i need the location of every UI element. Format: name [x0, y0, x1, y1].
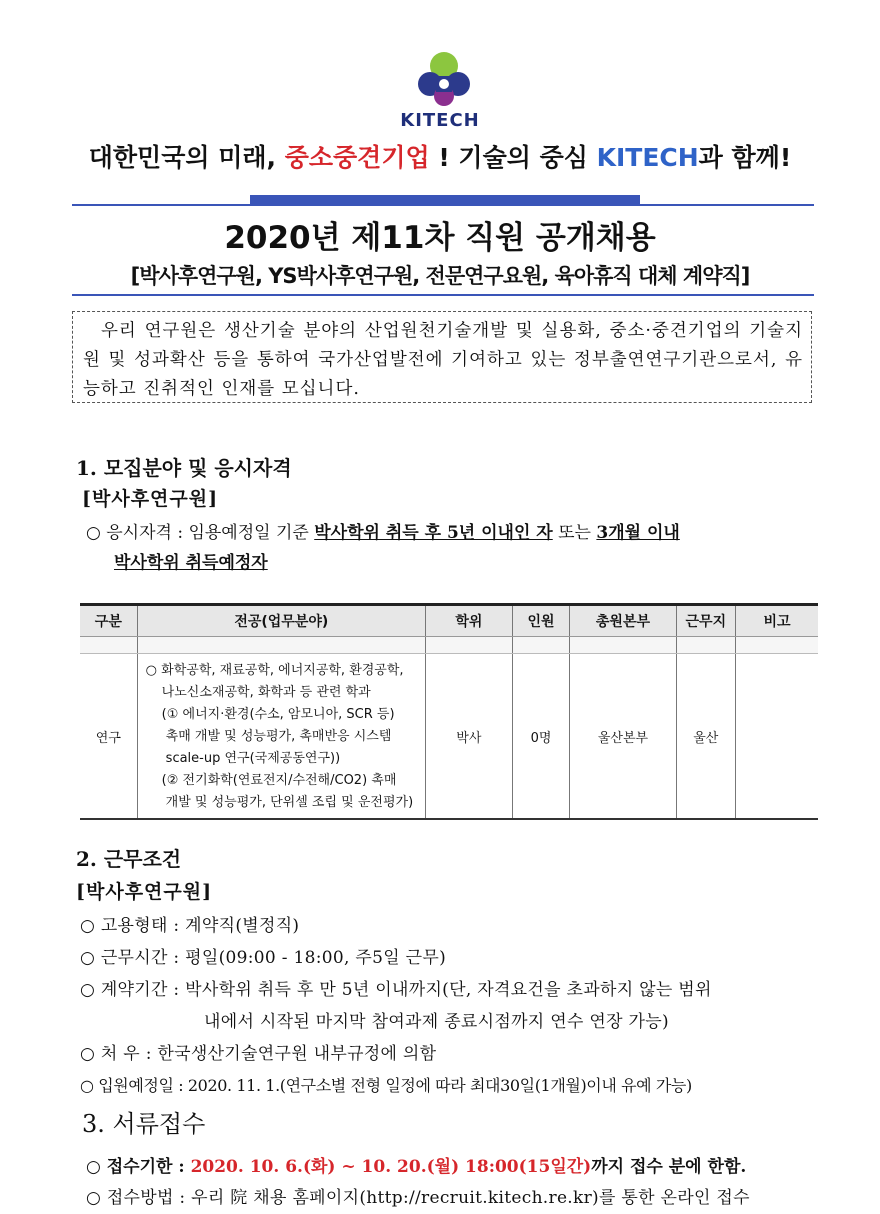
section1-qualification: ○ 응시자격 : 임용예정일 기준 박사학위 취득 후 5년 이내인 자 또는 3개월 이내 박사학위 취득예정자	[86, 523, 680, 573]
section2-items	[80, 910, 820, 1102]
col-header-count: 인원	[512, 605, 570, 637]
section2-subheading: [박사후연구원]	[76, 881, 213, 903]
section3-heading: 3. 서류접수	[82, 1110, 206, 1138]
recruitment-table	[80, 603, 818, 820]
work-hours: ○ 근무시간 : 평일(09:00 - 18:00, 주5일 근무)	[80, 948, 447, 968]
application-deadline: ○ 접수기한 : 2020. 10. 6.(화) ~ 10. 20.(월) 18:00(15일간)까지 접수 분에 한함.	[86, 1157, 747, 1177]
application-method: ○ 접수방법 : 우리 院 채용 홈페이지(http://recruit.kitech.re.kr)를 통한 온라인 접수	[86, 1188, 750, 1208]
cell-major: ○ 화학공학, 재료공학, 에너지공학, 환경공학, 나노신소재공학, 화학과 등 관련 학과 (① 에너지·환경(수소, 암모니아, SCR 등) 촉매 개발 및 성능평가, 촉매반응 시스템 scale-up 연구(국제공동연구)) (② 전기화학(연료전지/수전해/CO2) 촉매 개발 및 성능평가, 단위셀 조립 및 운전평가)	[137, 654, 425, 820]
col-header-location: 근무지	[676, 605, 736, 637]
slogan: 대한민국의 미래, 중소중견기업 ! 기술의 중심 KITECH과 함께!	[88, 143, 792, 172]
start-date: ○ 입원예정일 : 2020. 11. 1.(연구소별 전형 일정에 따라 최대30일(1개월)이내 유예 가능)	[80, 1076, 692, 1095]
compensation: ○ 처 우 : 한국생산기술연구원 내부규정에 의함	[80, 1044, 437, 1064]
title-divider-top	[72, 204, 814, 206]
title-divider-bottom	[72, 294, 814, 296]
cell-note	[736, 654, 818, 820]
logo-text: KITECH	[400, 110, 480, 131]
col-header-category: 구분	[80, 605, 137, 637]
cell-division: 울산본부	[570, 654, 676, 820]
section1-subheading: [박사후연구원]	[82, 488, 219, 510]
cell-location: 울산	[676, 654, 736, 820]
section1-heading: 1. 모집분야 및 응시자격	[76, 456, 292, 480]
page-title: 2020년 제11차 직원 공개채용	[224, 220, 656, 256]
intro-text: 우리 연구원은 생산기술 분야의 산업원천기술개발 및 실용화, 중소·중견기업의 기술지원 및 성과확산 등을 통하여 국가산업발전에 기여하고 있는 정부출연연구기관으로서, 유능하고 진취적인 인재를 모십니다.	[83, 321, 803, 399]
contract-period: ○ 계약기간 : 박사학위 취득 후 만 5년 이내까지(단, 자격요건을 초과하지 않는 범위	[80, 980, 712, 1000]
page-subtitle: [박사후연구원, YS박사후연구원, 전문연구요원, 육아휴직 대체 계약직]	[130, 264, 750, 288]
table-row	[80, 654, 818, 820]
cell-degree: 박사	[425, 654, 512, 820]
employment-type: ○ 고용형태 : 계약직(별정직)	[80, 916, 300, 936]
table-header-row	[80, 605, 818, 637]
col-header-division: 총원본부	[570, 605, 676, 637]
col-header-note: 비고	[736, 605, 818, 637]
cell-category: 연구	[80, 654, 137, 820]
table-spacer-row	[80, 637, 818, 654]
contract-period-cont: 내에서 시작된 마지막 참여과제 종료시점까지 연수 연장 가능)	[204, 1012, 669, 1032]
intro-box	[72, 311, 812, 403]
section2-heading: 2. 근무조건	[76, 847, 182, 871]
cell-count: 0명	[512, 654, 570, 820]
col-header-major: 전공(업무분야)	[137, 605, 425, 637]
col-header-degree: 학위	[425, 605, 512, 637]
